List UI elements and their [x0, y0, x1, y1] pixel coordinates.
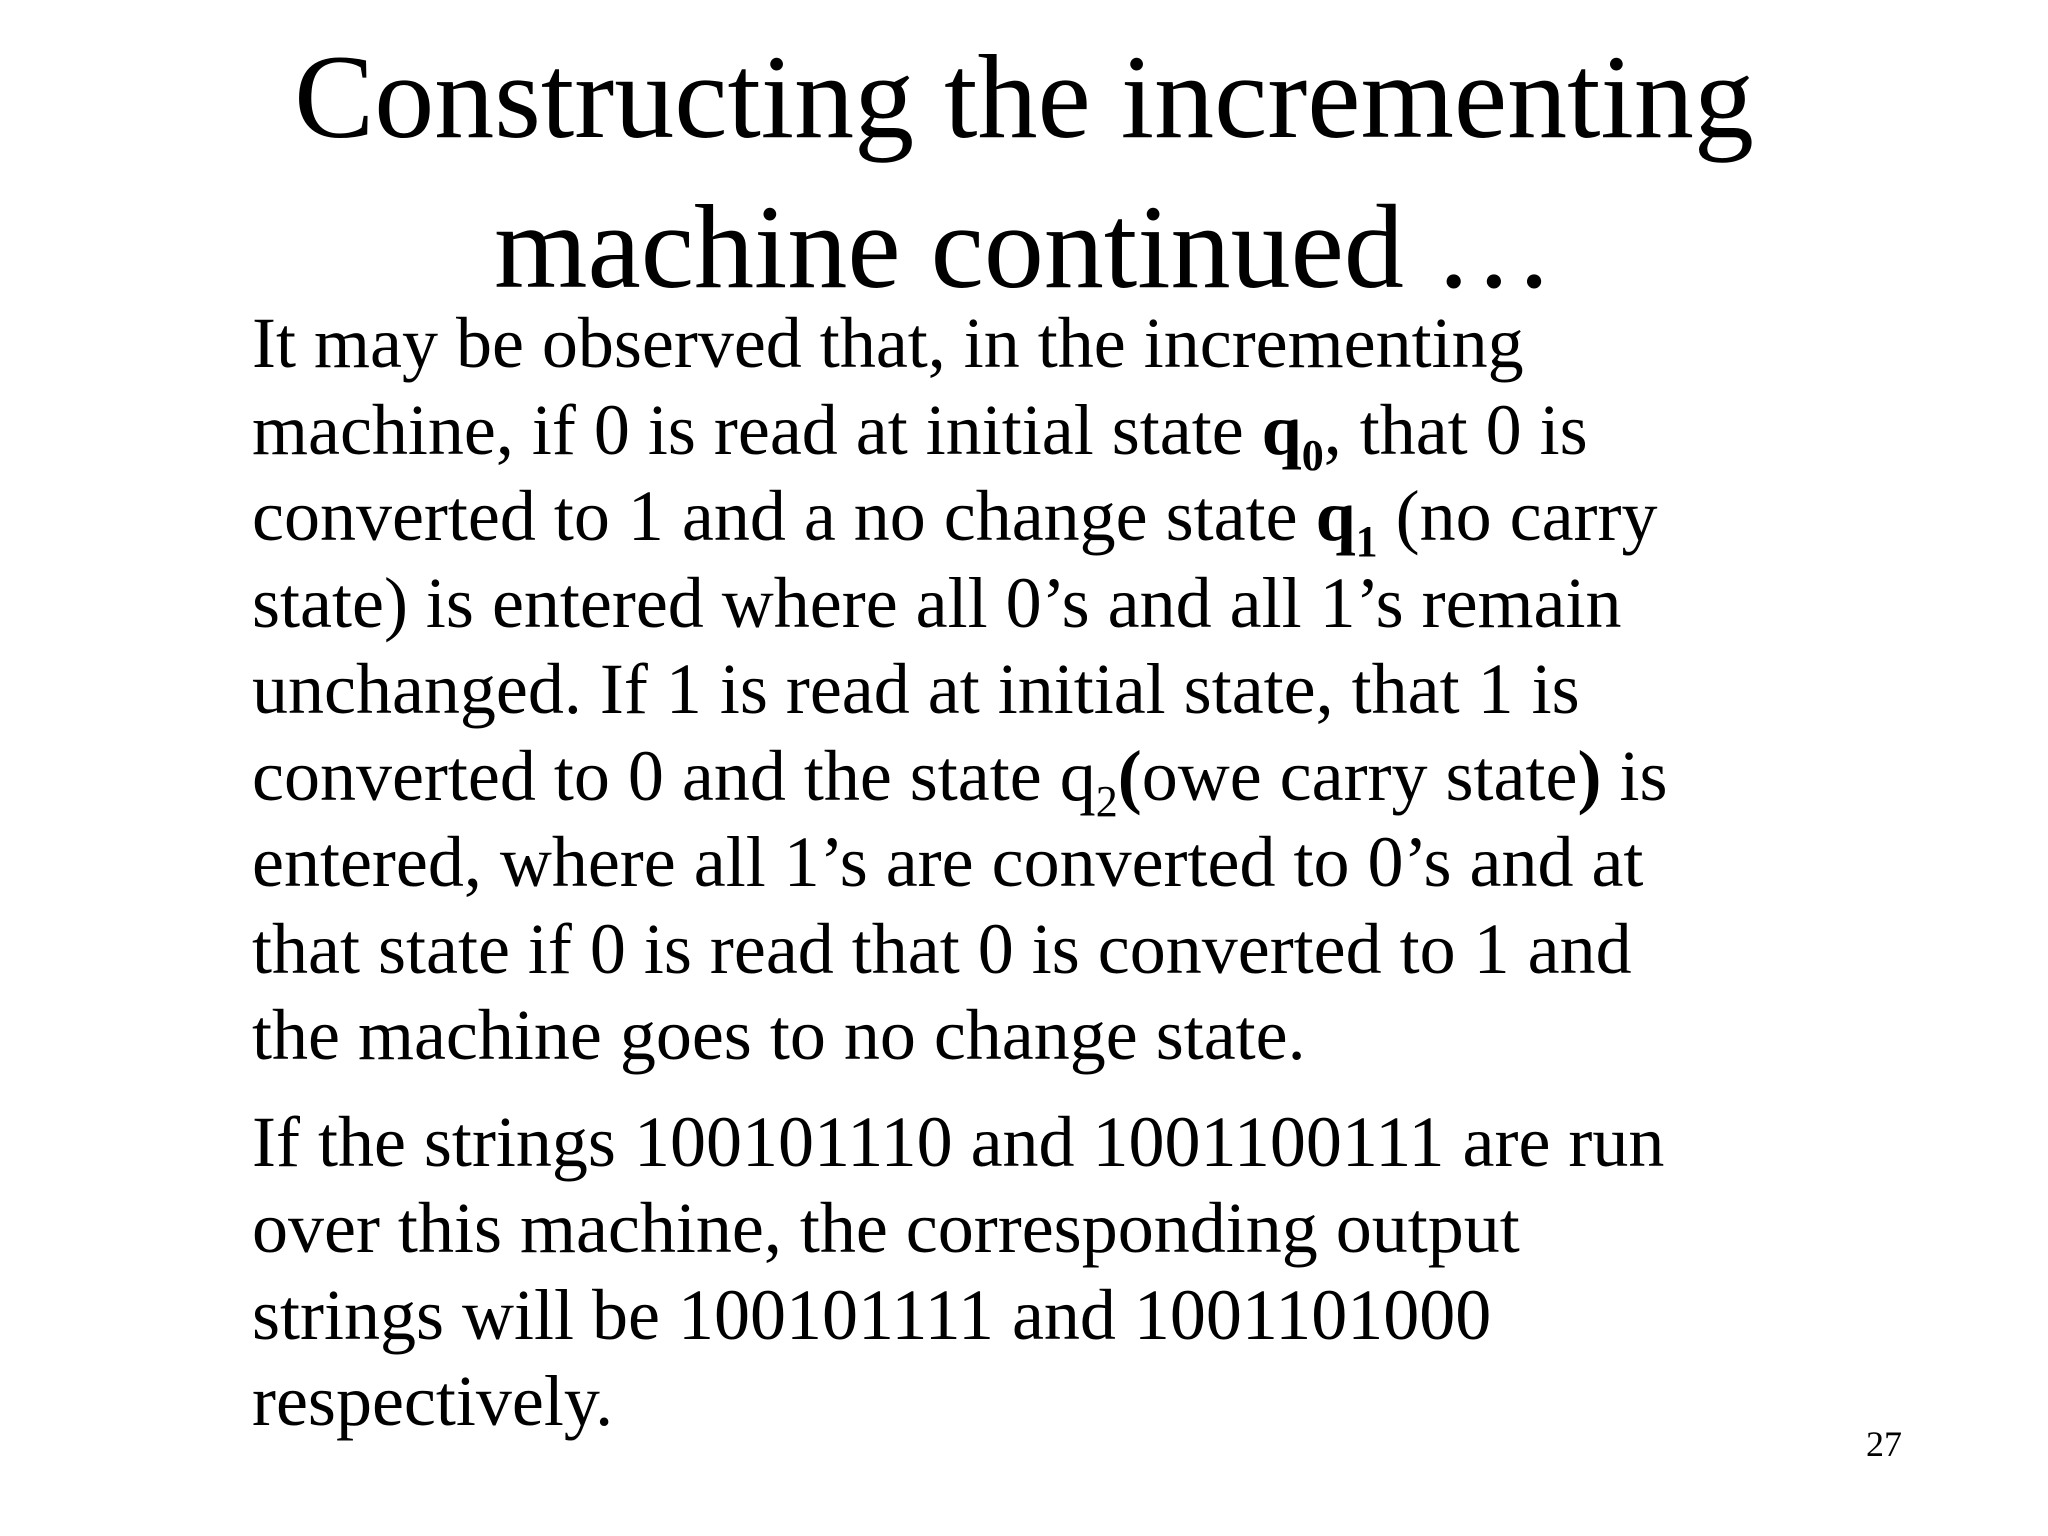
text-line: It may be observed that, in the incrementing: [252, 303, 1524, 383]
text-line: [252, 387, 1892, 480]
text-line: strings will be 100101111 and 1001101000: [252, 1274, 1492, 1355]
text-line: entered, where all 1’s are converted to 0’s and at: [252, 822, 1644, 902]
slide-body: [252, 300, 1892, 1445]
text-segment: converted to 0 and the state q: [252, 735, 1096, 816]
text-line: state) is entered where all 0’s and all 1’s remain: [252, 562, 1622, 643]
title-line-1: Constructing the incrementing: [294, 30, 1754, 163]
text-line: that state if 0 is read that 0 is converted to 1 and: [252, 908, 1632, 989]
paren-close: ): [1577, 735, 1602, 816]
slide-title: [0, 22, 2048, 322]
text-segment: machine, if 0 is read at initial state: [252, 389, 1262, 470]
paragraph-explanation: [252, 300, 1892, 1079]
paragraph-example: [252, 1099, 1892, 1445]
text-segment: is: [1601, 735, 1668, 816]
text-line: unchanged. If 1 is read at initial state, that 1 is: [252, 649, 1580, 729]
state-symbol: q: [1315, 476, 1356, 556]
state-subscript: 1: [1355, 517, 1378, 566]
page-number: 27: [1866, 1424, 1902, 1464]
text-segment: (no carry: [1377, 476, 1658, 556]
text-line: [252, 733, 1892, 826]
text-segment: , that 0 is: [1323, 389, 1588, 470]
state-q1: [1315, 476, 1378, 566]
title-line-2: machine continued …: [494, 180, 1554, 313]
text-line: the machine goes to no change state.: [252, 995, 1306, 1075]
text-segment: converted to 1 and a no change state: [252, 476, 1316, 556]
state-subscript: 0: [1301, 430, 1324, 480]
text-line: respectively.: [252, 1361, 614, 1441]
state-q0: [1261, 389, 1324, 480]
state-subscript: 2: [1095, 776, 1118, 826]
text-line: over this machine, the corresponding output: [252, 1188, 1520, 1268]
text-segment: owe carry state: [1141, 735, 1578, 816]
paren-open: (: [1117, 735, 1142, 816]
state-symbol: q: [1261, 389, 1302, 470]
text-line: [252, 473, 1892, 566]
text-line: If the strings 100101110 and 1001100111 are run: [252, 1101, 1665, 1182]
